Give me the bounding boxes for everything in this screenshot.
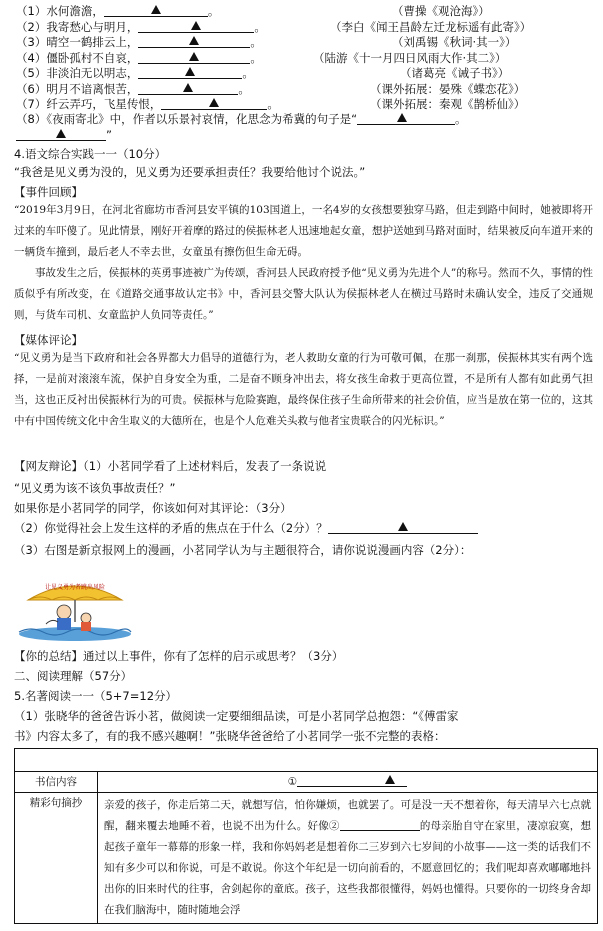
excerpt-part-b: 的母亲胎自守在家里，凄凉寂寞，想起孩子童年一幕幕的形象一样，我和你妈妈老是想着你二三岁到六七岁间的小故事——这一类的话我们不知有多少可以和你说，可是不敢说。你这个年纪是一切向前看的，不愿意回忆的；我们呢却喜欢嘟嘟地抖出你的旧来时代的往事，舍剑起你的童底。孩子，这些我都很懂得，妈妈也懂得。只要你的一切终身舍却在我们脑海中，随时随地会浮 [104, 820, 592, 916]
poem-item-8 [16, 112, 593, 127]
poem-item-3 [16, 35, 593, 50]
letters-table [14, 748, 598, 924]
poem-tail: 。 [250, 50, 262, 65]
poem-tail: 。 [238, 81, 250, 96]
net-debate-line [14, 458, 326, 474]
table-row-excerpt [15, 793, 598, 924]
triangle-marker-icon [385, 775, 395, 784]
mark-2: ② [328, 820, 340, 832]
answer-blank[interactable] [138, 82, 238, 95]
section-5-q1-line1: （1）张晓华的爸爸告诉小茗，做阅读一定要细细品读，可是小茗同学总抱怨：“《傅雷家 [14, 709, 459, 723]
table-row-content [15, 772, 598, 793]
poem-source: （曹操《观沧海》） [392, 4, 490, 18]
triangle-marker-icon [183, 83, 193, 92]
net-debate-text: （1）小茗同学看了上述材料后，发表了一条说说 [83, 459, 327, 473]
poem-item-1 [16, 4, 593, 19]
poem-tail: 。 [267, 97, 279, 111]
answer-blank[interactable] [328, 521, 478, 534]
poem-item-2 [16, 20, 593, 35]
triangle-marker-icon [397, 113, 407, 122]
poem-tail: 。 [242, 66, 254, 80]
answer-blank[interactable] [340, 818, 420, 831]
table-cell-empty [15, 749, 598, 772]
poem-source: （课外拓展：晏殊《蝶恋花》） [370, 81, 526, 96]
section-5-q1-line2: 书》内容太多了，有的我不感兴趣啊！”张晓华爸爸给了小茗同学一张不完整的表格： [14, 729, 446, 743]
cartoon-caption: 让见义勇为者跳出风险 [44, 584, 106, 591]
triangle-marker-icon [189, 52, 199, 61]
net-debate-quote: “见义勇为该不该负事故责任？” [14, 481, 176, 495]
your-summary: 【你的总结】通过以上事件，你有了怎样的启示或思考？（3分） [14, 649, 344, 663]
question-3: （3）右图是新京报网上的漫画，小茗同学认为与主题很符合，请你说说漫画内容（2分）： [14, 543, 472, 557]
poem-item-4 [16, 51, 593, 66]
poem-tail: 。 [254, 19, 266, 34]
cartoon-illustration [16, 574, 134, 642]
triangle-marker-icon [191, 21, 201, 30]
media-comment-title: 【媒体评论】 [14, 333, 83, 347]
poem-item-6 [16, 82, 593, 97]
poem-source: （刘禹锡《秋词·其一》） [392, 35, 517, 49]
answer-blank[interactable] [297, 774, 407, 787]
poem-number: （6） [16, 81, 47, 96]
event-review-title: 【事件回顾】 [14, 185, 83, 199]
poem-item-8-cont [16, 128, 593, 143]
poem-line: 水何澹澹， [46, 4, 104, 18]
poem-line: 纤云弄巧，飞星传恨， [46, 97, 162, 111]
table-cell-letter-content [98, 772, 598, 793]
poem-line: 僵卧孤村不自哀， [46, 50, 139, 65]
mark-1: ① [287, 776, 298, 788]
poem-number: （2） [16, 19, 47, 34]
excerpt-part-a: 亲爱的孩子，你走后第二天，就想写信，怕你嫌烦，也就罢了。可是没一天不想着你，每天清早六七点就醒，翻来覆去地睡不着，也说不出为什么。好像 [104, 799, 591, 832]
poem-source: （课外拓展：秦观《鹊桥仙》） [370, 97, 526, 111]
net-debate-question: 如果你是小茗同学的同学，你该如何对其评论：（3分） [14, 501, 292, 515]
triangle-marker-icon [189, 36, 199, 45]
table-label-excerpt: 精彩句摘抄 [15, 793, 98, 924]
answer-blank[interactable] [138, 20, 254, 33]
poem-number: （5） [16, 66, 47, 80]
poem-8-close: ” [106, 128, 112, 142]
poem-line: 我寄愁心与明月， [46, 19, 139, 34]
poem-number: （7） [16, 97, 47, 111]
poem-item-5 [16, 66, 593, 81]
question-2 [14, 520, 478, 536]
answer-blank[interactable] [138, 35, 250, 48]
triangle-marker-icon [185, 67, 195, 76]
poem-8-tail: 。 [455, 112, 467, 126]
section-4-quote: “我爸是见义勇为没的，见义勇为还要承担责任？我要给他讨个说法。” [14, 165, 366, 179]
answer-blank[interactable] [104, 4, 208, 17]
poem-source: （陆游《十一月四日风雨大作·其二》） [313, 50, 507, 65]
question-2-text: （2）你觉得社会上发生这样的矛盾的焦点在于什么（2分）？ [14, 521, 328, 535]
net-debate-title: 【网友辩论】 [14, 459, 83, 473]
table-cell-excerpt [98, 793, 598, 924]
section-4-title: 4.语文综合实践一一（10分） [14, 147, 167, 161]
answer-blank[interactable] [161, 97, 267, 110]
poem-tail: 。 [207, 4, 220, 18]
poem-8-text: （8）《夜雨寄北》中，作者以乐景衬哀情，化思念为希冀的句子是“ [16, 112, 358, 126]
media-comment-paragraph: “见义勇为是当下政府和社会各界都大力倡导的道德行为，老人救助女童的行为可敬可佩，在那一刹那，侯振林其实有两个选择，一是前对滚滚车流，保护自身安全为重，二是奋不顾身冲出去，将女孩生命救于更高位置，不是所有人都有如此勇气担当，这也正反衬出侯振林行为的可贵。侯振林与危险赛跑，最终保住孩子生命所带来的社会价值，应当是放在第一位的，这其中有中国传统文化中舍生取义的大德所在，也是个人危难关头救与他者宝贵联合的闪光标识。” [14, 352, 593, 427]
section-5-title: 5.名著阅读一一（5+7=12分） [14, 689, 178, 703]
answer-blank[interactable] [138, 66, 242, 79]
poem-line: 明月不谙离恨苦， [46, 81, 139, 96]
event-paragraph-2: 事故发生之后，侯振林的英勇事迹被广为传颂，香河县人民政府授予他“见义勇为先进个人”的称号。然而不久，事情的性质似乎有所改变，在《道路交通事故认定书》中，香河县交警大队认为侯振林老人在横过马路时未确认安全，违反了交通规则，与货车司机、女童监护人负同等责任。” [14, 267, 593, 321]
triangle-marker-icon [56, 129, 66, 138]
poem-number: （3） [16, 35, 47, 49]
table-label-letter-content: 书信内容 [15, 772, 98, 793]
answer-blank[interactable] [357, 112, 455, 125]
poem-number: （4） [16, 50, 47, 65]
triangle-marker-icon [209, 98, 219, 107]
poem-number: （1） [16, 4, 47, 18]
poem-source: （李白《闻王昌龄左迁龙标遥有此寄》） [330, 19, 532, 34]
answer-blank[interactable] [138, 51, 250, 64]
poem-line: 晴空一鹤排云上， [46, 35, 139, 49]
triangle-marker-icon [398, 522, 408, 531]
poem-source: （诸葛亮《诫子书》） [400, 66, 510, 80]
poem-line: 非淡泊无以明志， [46, 66, 139, 80]
table-row-empty [15, 749, 598, 772]
event-paragraph-1: “2019年3月9日，在河北省廊坊市香河县安平镇的103国道上，一名4岁的女孩想要独穿马路，但走到路中间时，她被即将开过来的车吓傻了。见此情景，刚好开着摩的路过的侯振林老人迅速地起女童，想护送她到马路对面时，结果被反向车道开来的一辆货车撞到，最后老人不幸去世，女童虽有擦伤但生命无碍。 [14, 204, 593, 258]
poem-item-7 [16, 97, 593, 112]
triangle-marker-icon [151, 5, 161, 14]
poem-tail: 。 [250, 35, 262, 49]
answer-blank[interactable] [16, 128, 106, 141]
section-2-title: 二、阅读理解（57分） [14, 669, 133, 683]
